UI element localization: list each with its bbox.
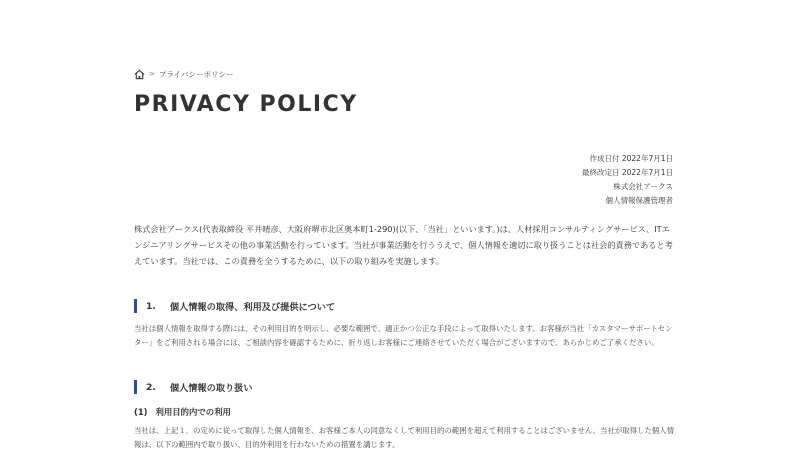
privacy-manager: 個人情報保護管理者 <box>605 196 673 205</box>
section-title: 個人情報の取得、利用及び提供について <box>169 302 336 313</box>
page-title: PRIVACY POLICY <box>134 92 358 117</box>
subsection-number: (1) <box>134 407 148 417</box>
section-number: 1. <box>146 300 156 312</box>
breadcrumb-separator: > <box>149 70 155 78</box>
revised-date: 最終改定日 2022年7月1日 <box>581 168 673 177</box>
document-meta <box>582 152 673 208</box>
subsection-body: 当社は、上記１．の定めに従って取得した個人情報を、お客様ご本人の同意なくして利用目的の範囲を超えて利用することはございません。当社が取得した個人情報は、以下の範囲内で取り扱い、目的外利用を行わないための措置を講じます。 <box>134 426 674 449</box>
home-icon[interactable] <box>134 69 145 80</box>
intro-paragraph: 株式会社アークス(代表取締役 平井晴彦、大阪府堺市北区奥本町1-290)(以下、「当社」といいます。)は、人材採用コンサルティングサービス、ITエンジニアリングサービスその他の事業活動を行っています。当社が事業活動を行ううえで、個人情報を適切に取り扱うことは社会的責務であると考えています。当社では、この責務を全うするために、以下の取り組みを実施します。 <box>134 224 673 266</box>
section-heading-1 <box>134 299 335 313</box>
company-name: 株式会社アークス <box>613 182 673 191</box>
created-date: 作成日付 2022年7月1日 <box>589 154 673 163</box>
breadcrumb-current: プライバシーポリシー <box>158 69 234 79</box>
section-accent-bar <box>134 380 137 394</box>
section-title: 個人情報の取り扱い <box>169 383 253 394</box>
subsection-heading <box>134 406 231 418</box>
section-number: 2. <box>146 381 156 393</box>
breadcrumb <box>134 67 234 81</box>
section-body-1: 当社は個人情報を取得する際には、その利用目的を明示し、必要な範囲で、適正かつ公正な手段によって取得いたします。お客様が当社「カスタマーサポートセンター」をご利用される場合には、ご相談内容を確認するために、折り返しお客様にご連絡させていただく場合がございますので、あらかじめご了承ください。 <box>134 324 673 347</box>
section-accent-bar <box>134 299 137 313</box>
section-heading-2 <box>134 380 253 394</box>
subsection-title: 利用目的内での利用 <box>155 407 231 417</box>
